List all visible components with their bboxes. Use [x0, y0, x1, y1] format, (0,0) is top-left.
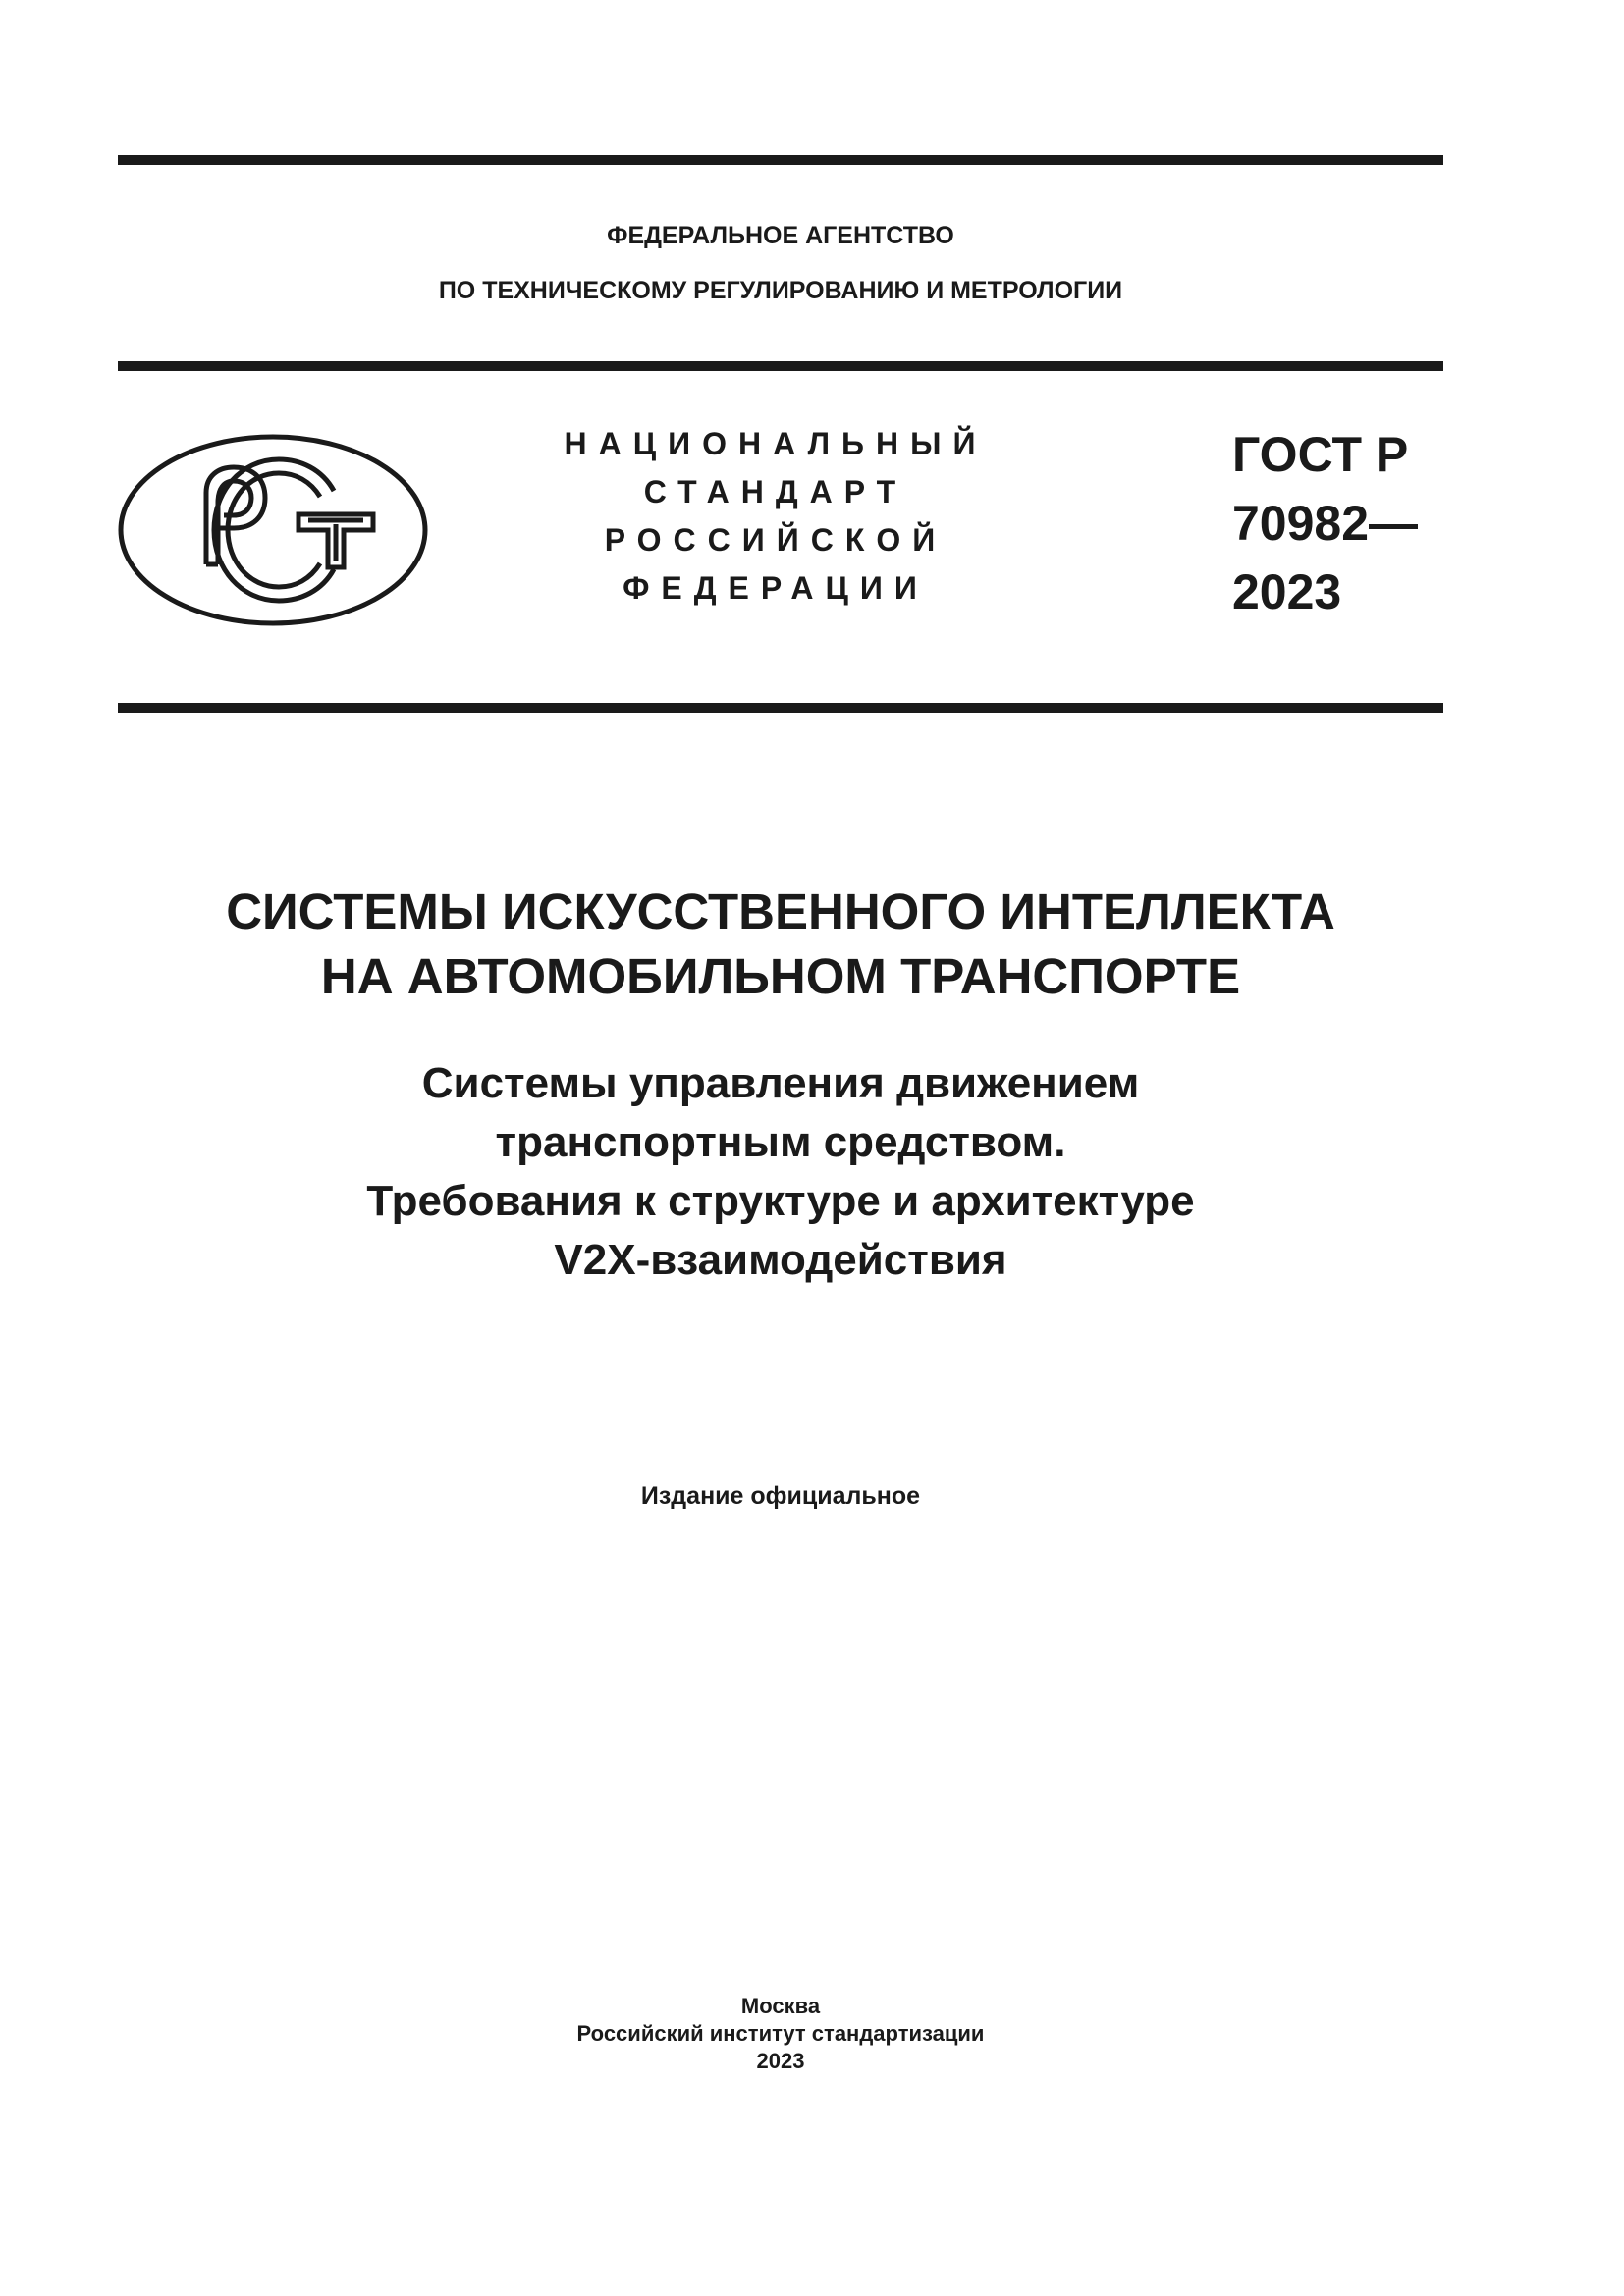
agency-line-1: ФЕДЕРАЛЬНОЕ АГЕНТСТВО — [607, 222, 954, 249]
edition-note: Издание официальное — [640, 1482, 921, 1510]
top-rule — [118, 155, 1443, 165]
national-standard-line-1: НАЦИОНАЛЬНЫЙ — [564, 426, 988, 461]
national-standard-line-4: ФЕДЕРАЦИИ — [623, 570, 929, 606]
document-title — [98, 880, 1463, 1009]
designation-line-3: 2023 — [1232, 564, 1342, 619]
bottom-header-rule — [118, 703, 1443, 713]
imprint-city: Москва — [740, 1994, 821, 2018]
subtitle-line-4: V2X-взаимодействия — [554, 1236, 1007, 1284]
agency-line-2: ПО ТЕХНИЧЕСКОМУ РЕГУЛИРОВАНИЮ И МЕТРОЛОГИИ — [438, 277, 1123, 304]
title-line-2: НА АВТОМОБИЛЬНОМ ТРАНСПОРТЕ — [320, 948, 1241, 1004]
subtitle-line-2: транспортным средством. — [495, 1118, 1066, 1166]
national-standard-line-3: РОССИЙСКОЙ — [604, 522, 947, 558]
document-subtitle — [98, 1054, 1463, 1290]
title-line-1: СИСТЕМЫ ИСКУССТВЕННОГО ИНТЕЛЛЕКТА — [226, 883, 1335, 939]
designation-line-2: 70982— — [1232, 496, 1419, 551]
standard-designation — [1232, 420, 1468, 626]
imprint — [98, 1993, 1463, 2075]
subtitle-line-1: Системы управления движением — [421, 1059, 1140, 1107]
designation-line-1: ГОСТ Р — [1232, 427, 1409, 482]
rst-certification-mark-icon — [116, 432, 430, 628]
agency-name — [118, 208, 1443, 318]
imprint-publisher: Российский институт стандартизации — [576, 2021, 985, 2046]
header-rule — [118, 361, 1443, 371]
national-standard-line-2: СТАНДАРТ — [643, 474, 908, 509]
subtitle-line-3: Требования к структуре и архитектуре — [366, 1177, 1195, 1225]
national-standard-label — [530, 420, 1021, 613]
imprint-year: 2023 — [756, 2049, 805, 2073]
